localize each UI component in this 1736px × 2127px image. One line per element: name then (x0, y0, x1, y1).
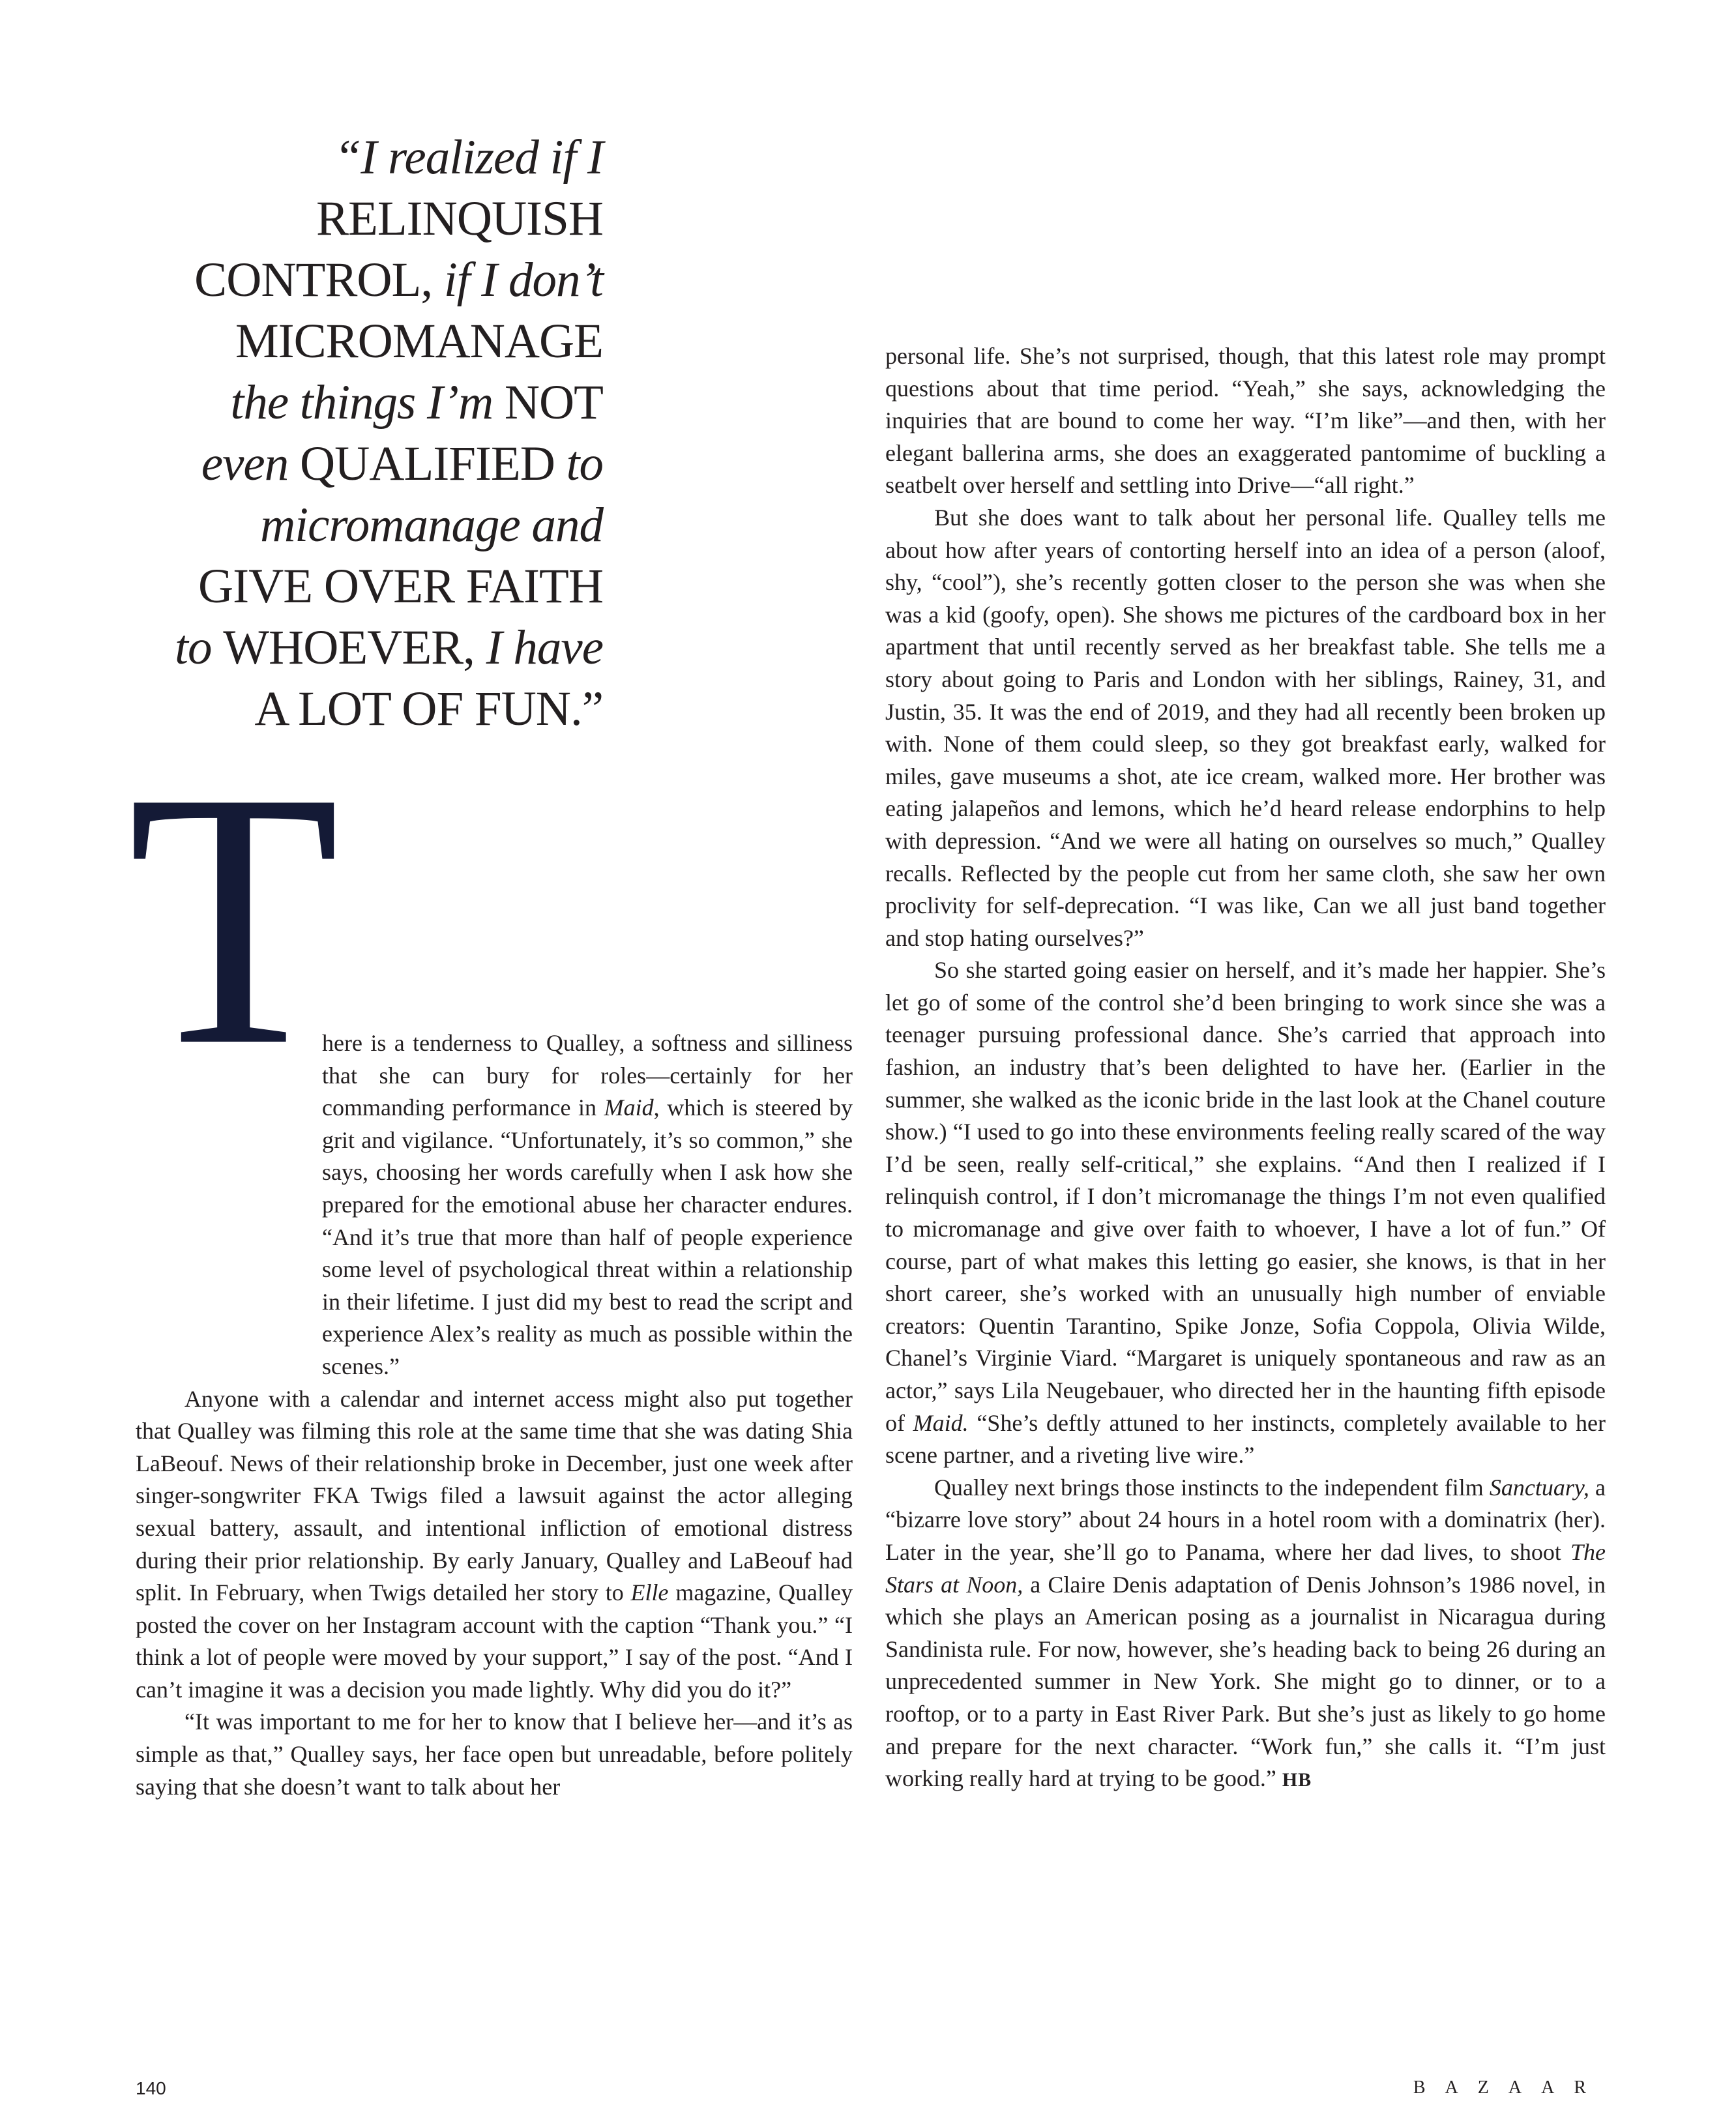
pull-quote-line: MICROMANAGE (235, 314, 603, 368)
pull-quote-line (137, 127, 603, 188)
pull-quote-roman: CONTROL, (194, 253, 444, 307)
drop-cap: T (128, 717, 340, 1121)
pull-quote-roman: WHOEVER, (223, 621, 486, 675)
body-text: , which is steered by grit and vigilance. “Unfortunately, it’s so common,” she says, choosing her words carefully when I ask how she prepared for the emotional abuse her character endures. “And it’s true that more than half of people experience some level of psychological threat within a relationship in their lifetime. I just did my best to read the script and experience Alex’s reality as much as possible within the scenes.” (322, 1094, 853, 1379)
body-text: So she started going easier on herself, and it’s made her happier. She’s let go of some of the control she’d been bringing to work since she was a teenager pursuing professional dance. She’s carried that approach into fashion, an industry that’s been delighted to have her. (Earlier in the summer, she walked as the iconic bride in the last look at the Chanel couture show.) “I used to go into these environments feeling really scared of the way I’d be seen, really self-critical,” she explains. “And then I realized if I relinquish control, if I don’t micromanage the things I’m not even qualified to micromanage and give over faith to whoever, I have a lot of fun.” Of course, part of what makes this letting go easier, she knows, is that in her short career, she’s worked with an unusually high number of enviable creators: Quentin Tarantino, Spike Jonze, Sofia Coppola, Olivia Wilde, Chanel’s Virginie Viard. “Margaret is uniquely spontaneous and raw as an actor,” says Lila Neugebauer, who directed her in the haunting fifth episode of (885, 957, 1606, 1436)
pull-quote-line (137, 433, 603, 495)
body-text: Qualley next brings those instincts to the independent film (934, 1474, 1490, 1501)
pull-quote-line (137, 495, 603, 556)
pull-quote-italic: if I don’t (443, 253, 603, 307)
pull-quote-italic: I have (486, 621, 603, 675)
pull-quote-line: A LOT OF FUN.” (254, 682, 603, 736)
pull-quote (137, 127, 603, 740)
body-text: a Claire Denis adaptation of Denis Johnson’s 1986 novel, in which she plays an American posing as a journalist in Nicaragua during Sandinista rule. For now, however, she’s heading back to being 26 during an unprecedented summer in New York. She might go to dinner, or to a rooftop, or to a party in East River Park. But she’s just as likely to go home and prepare for the next character. “Work fun,” she calls it. “I’m just working really hard at trying to be good.” (885, 1571, 1606, 1792)
pull-quote-roman: NOT (504, 375, 603, 430)
pull-quote-line: GIVE OVER FAITH (198, 559, 603, 613)
article-paragraph: “It was important to me for her to know that I believe her—and it’s as simple as that,” Qualley says, her face open but unreadable, before politely saying that she doesn’t want to talk about her (136, 1709, 853, 1800)
article-paragraph (885, 1472, 1606, 1797)
pull-quote-italic: the things I’m (230, 375, 505, 430)
body-text: magazine, Qualley posted the cover on her Instagram account with the caption “Thank you.” “I think a lot of people were moved by your support,” I say of the post. “And I can’t imagine it was a decision you made lightly. Why did you do it?” (136, 1579, 853, 1703)
article-paragraph (885, 954, 1606, 1472)
pull-quote-line (137, 372, 603, 433)
pull-quote-italic: micromanage and (260, 498, 603, 552)
article-paragraph (136, 1383, 853, 1707)
body-text: Anyone with a calendar and internet access might also put together that Qualley was filming this role at the same time that she was dating Shia LaBeouf. News of their relationship broke in December, just one week after singer-songwriter FKA Twigs filed a lawsuit against the actor alleging sexual battery, assault, and intentional infliction of emotional distress during their prior relationship. By early January, Qualley and LaBeouf had split. In February, when Twigs detailed her story to (136, 1385, 853, 1606)
body-italic: Sanctuary, (1489, 1474, 1589, 1501)
article-column-left (136, 1027, 853, 1803)
body-italic: Maid. (913, 1409, 969, 1436)
article-column-right (885, 340, 1606, 1797)
body-text: here is a tenderness to Qualley, a softness and silliness that she can bury for roles—certainly for her commanding performance in (322, 1030, 853, 1121)
pull-quote-line (137, 250, 603, 311)
body-italic: The Stars at Noon, (885, 1538, 1606, 1598)
author-signoff: HB (1282, 1769, 1312, 1791)
article-paragraph (136, 1027, 853, 1383)
pull-quote-italic: to (566, 437, 603, 491)
pull-quote-line: RELINQUISH (316, 192, 603, 246)
body-italic: Elle (630, 1579, 669, 1606)
pull-quote-italic: even (201, 437, 300, 491)
pull-quote-italic: “I realized if I (334, 130, 603, 184)
pull-quote-roman: QUALIFIED (299, 437, 566, 491)
body-italic: Maid (604, 1094, 654, 1121)
magazine-masthead: BAZAAR (1413, 2077, 1606, 2098)
article-paragraph: personal life. She’s not surprised, though, that this latest role may prompt questions about that time period. “Yeah,” she says, acknowledging the inquiries that are bound to come her way. “I’m like”—and then, with her elegant ballerina arms, she does an exaggerated pantomime of buckling a seatbelt over herself and settling into Drive—“all right.” (885, 343, 1606, 499)
body-text: “She’s deftly attuned to her instincts, completely available to her scene partner, and a riveting live wire.” (885, 1409, 1606, 1469)
article-paragraph: But she does want to talk about her personal life. Qualley tells me about how after years of contorting herself into an idea of a person (aloof, shy, “cool”), she’s recently gotten closer to the person she was when she was a kid (goofy, open). She shows me pictures of the cardboard box in her apartment that until recently served as her breakfast table. She tells me a story about going to Paris and London with her siblings, Rainey, 31, and Justin, 35. It was the end of 2019, and they had all recently been broken up with. None of them could sleep, so they got breakfast early, walked for miles, gave museums a shot, ate ice cream, walked more. Her brother was eating jalapeños and lemons, which he’d heard release endorphins to help with depression. “And we were all hating on ourselves so much,” Qualley recalls. Reflected by the people cut from her same cloth, she saw her own proclivity for self-deprecation. “I was like, Can we all just band together and stop hating ourselves?” (885, 504, 1606, 951)
pull-quote-italic: to (175, 621, 224, 675)
body-text: a “bizarre love story” about 24 hours in a hotel room with a dominatrix (her). Later in the year, she’ll go to Panama, where her dad lives, to shoot (885, 1474, 1606, 1565)
pull-quote-line (137, 617, 603, 679)
page-number: 140 (136, 2078, 166, 2098)
